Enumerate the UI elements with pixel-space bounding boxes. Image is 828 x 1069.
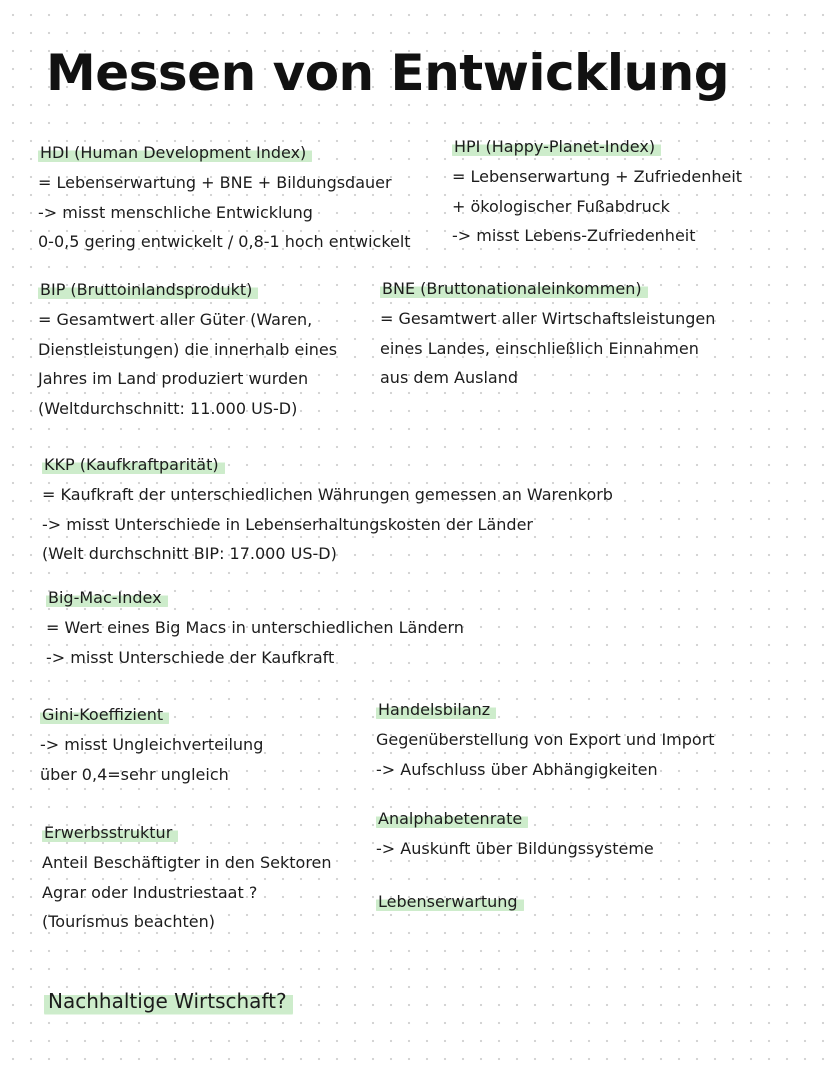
bigmac-section: [46, 587, 464, 672]
gini-heading: Gini-Koeffizient: [40, 704, 169, 726]
handelsbilanz-line-2: -> Aufschluss über Abhängigkeiten: [376, 759, 658, 779]
hpi-line-2: + ökologischer Fußabdruck: [452, 196, 670, 216]
erwerbsstruktur-line-3: (Tourismus beachten): [42, 912, 215, 931]
bip-section: [38, 279, 337, 423]
hpi-section: [452, 136, 742, 251]
bne-line-1: = Gesamtwert aller Wirtschaftsleistungen: [380, 309, 716, 328]
erwerbsstruktur-heading: Erwerbsstruktur: [42, 822, 178, 844]
gini-section: [40, 704, 263, 789]
hdi-section: [38, 142, 411, 257]
bip-line-3: Jahres im Land produziert wurden: [38, 369, 309, 388]
hdi-line-1: = Lebenserwartung + BNE + Bildungsdauer: [38, 173, 392, 192]
kkp-line-3: (Welt durchschnitt BIP: 17.000 US-D): [42, 544, 337, 563]
page-title: Messen von Entwicklung: [46, 44, 730, 102]
gini-line-2: über 0,4=sehr ungleich: [40, 764, 229, 784]
analphabetenrate-line-1: -> Auskunft über Bildungssysteme: [376, 839, 654, 858]
bip-line-2: Dienstleistungen) die innerhalb eines: [38, 339, 338, 359]
lebenserwartung-section: [376, 891, 524, 913]
erwerbsstruktur-section: [42, 822, 332, 937]
handelsbilanz-line-1: Gegenüberstellung von Export und Import: [376, 730, 715, 749]
hpi-line-1: = Lebenserwartung + Zufriedenheit: [452, 167, 743, 186]
bne-heading: BNE (Bruttonationaleinkommen): [380, 278, 648, 300]
kkp-line-2: -> misst Unterschiede in Lebenserhaltungskosten der Länder: [42, 514, 533, 534]
hdi-line-2: -> misst menschliche Entwicklung: [38, 202, 313, 222]
hdi-heading: HDI (Human Development Index): [38, 142, 312, 164]
analphabetenrate-heading: Analphabetenrate: [376, 808, 528, 830]
bigmac-heading: Big-Mac-Index: [46, 587, 168, 609]
nachhaltige-wirtschaft-heading: Nachhaltige Wirtschaft?: [44, 986, 293, 1016]
handelsbilanz-heading: Handelsbilanz: [376, 699, 496, 721]
bip-line-4: (Weltdurchschnitt: 11.000 US-D): [38, 398, 298, 418]
hpi-line-3: -> misst Lebens-Zufriedenheit: [452, 226, 696, 245]
bip-heading: BIP (Bruttoinlandsprodukt): [38, 279, 258, 301]
lebenserwartung-heading: Lebenserwartung: [376, 891, 524, 913]
bne-line-2: eines Landes, einschließlich Einnahmen: [380, 338, 699, 358]
bip-line-1: = Gesamtwert aller Güter (Waren,: [38, 310, 313, 329]
analphabetenrate-section: [376, 808, 654, 864]
kkp-section: [42, 454, 613, 569]
hpi-heading: HPI (Happy-Planet-Index): [452, 136, 661, 158]
bigmac-line-2: -> misst Unterschiede der Kaufkraft: [46, 647, 335, 667]
handelsbilanz-section: [376, 699, 715, 784]
erwerbsstruktur-line-1: Anteil Beschäftigter in den Sektoren: [42, 853, 332, 872]
erwerbsstruktur-line-2: Agrar oder Industriestaat ?: [42, 882, 258, 902]
gini-line-1: -> misst Ungleichverteilung: [40, 735, 264, 754]
bigmac-line-1: = Wert eines Big Macs in unterschiedlichen Ländern: [46, 618, 464, 637]
bne-section: [380, 278, 715, 393]
hdi-line-3: 0-0,5 gering entwickelt / 0,8-1 hoch entwickelt: [38, 232, 411, 251]
kkp-heading: KKP (Kaufkraftparität): [42, 454, 225, 476]
bne-line-3: aus dem Ausland: [380, 368, 519, 387]
kkp-line-1: = Kaufkraft der unterschiedlichen Währungen gemessen an Warenkorb: [42, 485, 613, 504]
